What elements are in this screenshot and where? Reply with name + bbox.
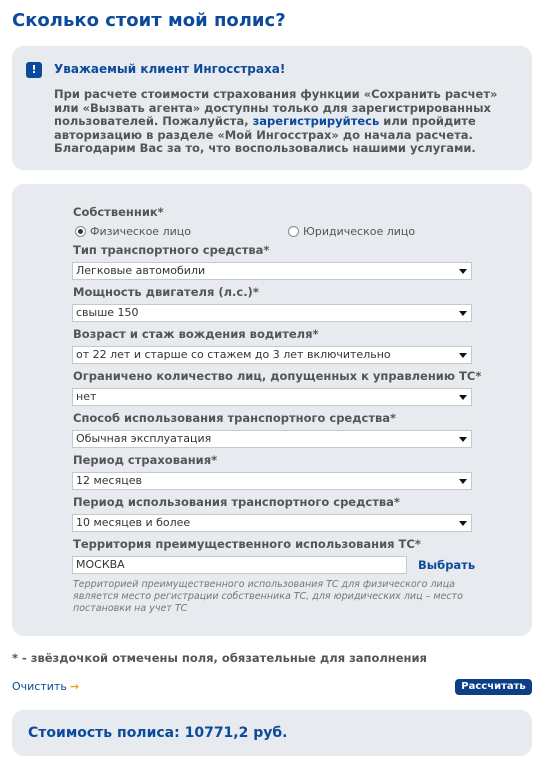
- insurance-period-select[interactable]: [72, 472, 472, 490]
- dropdown-arrow-icon: [459, 311, 467, 316]
- vehicle-type-label: Тип транспортного средства*: [73, 243, 270, 257]
- clear-label: Очистить: [12, 680, 67, 693]
- dropdown-arrow-icon: [459, 269, 467, 274]
- owner-option-individual-label: Физическое лицо: [90, 225, 191, 238]
- limited-drivers-select[interactable]: [72, 388, 472, 406]
- engine-power-value: свыше 150: [76, 306, 139, 319]
- dropdown-arrow-icon: [459, 479, 467, 484]
- notice-text: [54, 88, 509, 156]
- driver-age-label: Возраст и стаж вождения водителя*: [73, 327, 319, 341]
- insurance-period-label: Период страхования*: [73, 453, 218, 467]
- owner-option-legal[interactable]: [288, 225, 415, 238]
- clear-link[interactable]: [12, 680, 79, 693]
- usage-mode-value: Обычная эксплуатация: [76, 432, 212, 445]
- page-title: Сколько стоит мой полис?: [12, 10, 286, 31]
- calculation-form: [12, 184, 532, 636]
- owner-option-legal-label: Юридическое лицо: [303, 225, 416, 238]
- insurance-period-value: 12 месяцев: [76, 474, 142, 487]
- owner-option-individual[interactable]: [75, 225, 191, 238]
- notice-title: Уважаемый клиент Ингосстраха!: [54, 62, 286, 76]
- dropdown-arrow-icon: [459, 437, 467, 442]
- usage-period-value: 10 месяцев и более: [76, 516, 191, 529]
- register-link[interactable]: зарегистрируйтесь: [252, 114, 380, 128]
- radio-legal[interactable]: [288, 226, 299, 237]
- calculate-button[interactable]: Рассчитать: [455, 679, 532, 695]
- usage-period-select[interactable]: [72, 514, 472, 532]
- notice-text-part1: При расчете стоимости страхования функции «Сохранить расчет» или «Вызвать агента» доступны только для зарегистрированных пользователей. Пожалуйста,: [54, 87, 498, 128]
- engine-power-label: Мощность двигателя (л.с.)*: [73, 285, 259, 299]
- dropdown-arrow-icon: [459, 521, 467, 526]
- usage-mode-select[interactable]: [72, 430, 472, 448]
- vehicle-type-select[interactable]: [72, 262, 472, 280]
- arrow-right-icon: →: [69, 680, 80, 693]
- territory-label: Территория преимущественного использования ТС*: [73, 537, 421, 551]
- owner-label: Собственник*: [73, 205, 164, 219]
- price-panel: [12, 710, 532, 756]
- vehicle-type-value: Легковые автомобили: [76, 264, 206, 277]
- info-icon: !: [26, 62, 42, 78]
- notice-text-part2: или пройдите авторизацию в разделе «Мой Ингосстрах» до начала расчета. Благодарим Вас за то, что воспользовались нашими услугами.: [54, 114, 476, 155]
- choose-territory-link[interactable]: Выбрать: [418, 558, 476, 572]
- dropdown-arrow-icon: [459, 353, 467, 358]
- engine-power-select[interactable]: [72, 304, 472, 322]
- limited-drivers-label: Ограничено количество лиц, допущенных к управлению ТС*: [73, 369, 482, 383]
- policy-price: Стоимость полиса: 10771,2 руб.: [28, 725, 288, 741]
- usage-period-label: Период использования транспортного средства*: [73, 495, 400, 509]
- dropdown-arrow-icon: [459, 395, 467, 400]
- radio-individual[interactable]: [75, 226, 86, 237]
- notice-panel: [12, 46, 532, 170]
- limited-drivers-value: нет: [76, 390, 97, 403]
- required-fields-note: * - звёздочкой отмечены поля, обязательные для заполнения: [12, 651, 427, 665]
- driver-age-select[interactable]: [72, 346, 472, 364]
- usage-mode-label: Способ использования транспортного средства*: [73, 411, 397, 425]
- territory-input[interactable]: МОСКВА: [72, 556, 407, 574]
- driver-age-value: от 22 лет и старше со стажем до 3 лет включительно: [76, 348, 391, 361]
- territory-hint: Территорией преимущественного использования ТС для физического лица является место регистрации собственника ТС, для юридических лиц – место постановки на учет ТС: [73, 579, 463, 614]
